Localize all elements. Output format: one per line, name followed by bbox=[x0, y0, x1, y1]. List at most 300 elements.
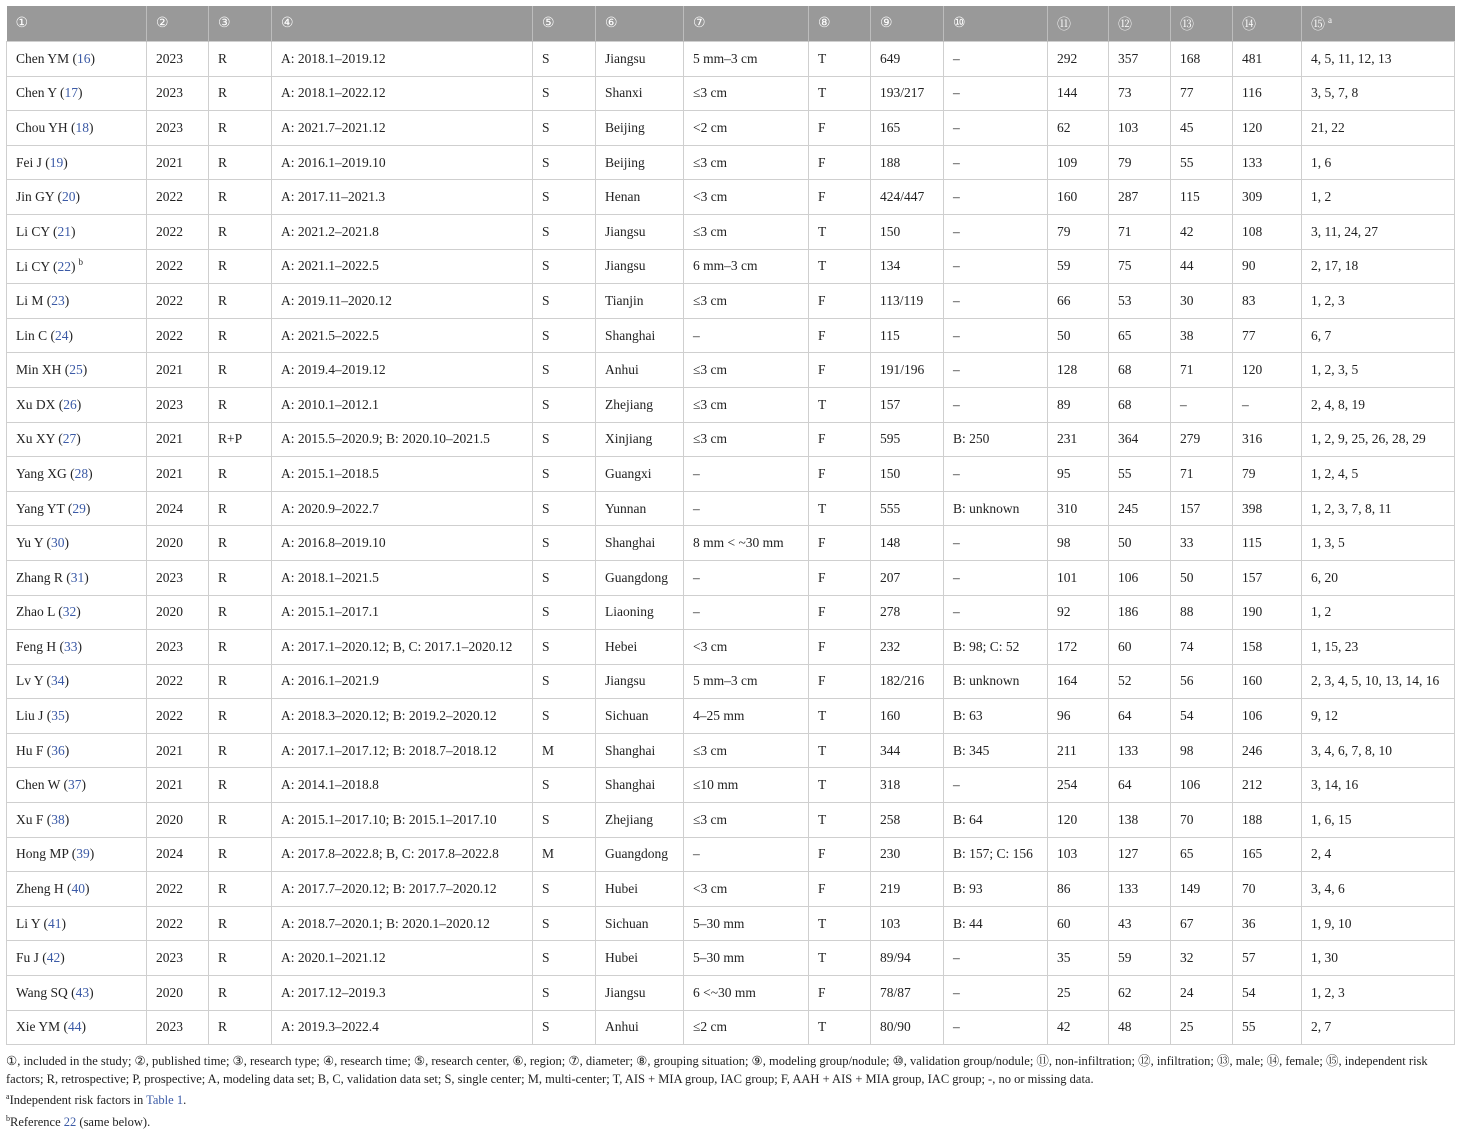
table-cell: ≤3 cm bbox=[684, 76, 809, 111]
table-cell: – bbox=[684, 457, 809, 492]
table-cell: 60 bbox=[1109, 630, 1171, 665]
table-cell: 1, 9, 10 bbox=[1302, 906, 1455, 941]
column-header-8 bbox=[809, 6, 871, 42]
table-cell: R bbox=[209, 803, 272, 838]
table-cell: 25 bbox=[1171, 1010, 1233, 1045]
table-row bbox=[7, 387, 1455, 422]
table-cell: 115 bbox=[1233, 526, 1302, 561]
table-cell: 2022 bbox=[147, 180, 209, 215]
table-cell: 2020 bbox=[147, 803, 209, 838]
table-cell: S bbox=[533, 906, 596, 941]
reference-link[interactable]: 17 bbox=[64, 85, 78, 101]
column-header-12 bbox=[1109, 6, 1171, 42]
reference-link[interactable]: 24 bbox=[55, 327, 69, 343]
table-cell: S bbox=[533, 145, 596, 180]
table-cell: F bbox=[809, 353, 871, 388]
table-cell: 595 bbox=[871, 422, 944, 457]
table-cell: S bbox=[533, 76, 596, 111]
reference-link[interactable]: 35 bbox=[51, 708, 65, 724]
table-body bbox=[7, 42, 1455, 1045]
table-cell: 193/217 bbox=[871, 76, 944, 111]
table-cell: 231 bbox=[1048, 422, 1109, 457]
table-cell: Hubei bbox=[596, 941, 684, 976]
table-cell: Hebei bbox=[596, 630, 684, 665]
table-cell: ≤3 cm bbox=[684, 145, 809, 180]
table-cell: – bbox=[944, 249, 1048, 284]
reference-link[interactable]: 31 bbox=[70, 569, 85, 585]
table-cell: 207 bbox=[871, 560, 944, 595]
table-cell: 1, 2 bbox=[1302, 595, 1455, 630]
table-cell: 164 bbox=[1048, 664, 1109, 699]
table-cell: 78/87 bbox=[871, 976, 944, 1011]
study-cell: Lin C (24) bbox=[7, 318, 147, 353]
table-cell: 2023 bbox=[147, 941, 209, 976]
table-row bbox=[7, 699, 1455, 734]
table-row bbox=[7, 42, 1455, 77]
table-cell: Xinjiang bbox=[596, 422, 684, 457]
table-cell: – bbox=[944, 595, 1048, 630]
study-name: Xu XY bbox=[16, 431, 55, 447]
table-cell: 1, 2, 3 bbox=[1302, 284, 1455, 319]
table-cell: 50 bbox=[1109, 526, 1171, 561]
table-cell: 344 bbox=[871, 733, 944, 768]
table-cell: S bbox=[533, 249, 596, 284]
table-cell: F bbox=[809, 180, 871, 215]
reference-link[interactable]: 37 bbox=[68, 777, 82, 793]
table-cell: 2021 bbox=[147, 457, 209, 492]
table-cell: 148 bbox=[871, 526, 944, 561]
table-cell: 77 bbox=[1171, 76, 1233, 111]
table-cell: 101 bbox=[1048, 560, 1109, 595]
reference-link[interactable]: 27 bbox=[62, 431, 77, 447]
table-cell: A: 2018.1–2022.12 bbox=[272, 76, 533, 111]
table-cell: 68 bbox=[1109, 353, 1171, 388]
table-cell: 310 bbox=[1048, 491, 1109, 526]
table-cell: ≤10 mm bbox=[684, 768, 809, 803]
table-cell: 2021 bbox=[147, 422, 209, 457]
table-cell: S bbox=[533, 180, 596, 215]
footnote-b-link[interactable]: 22 bbox=[63, 1114, 77, 1129]
table-cell: F bbox=[809, 422, 871, 457]
table-cell: 2022 bbox=[147, 214, 209, 249]
table-cell: Jiangsu bbox=[596, 976, 684, 1011]
study-cell: Yang XG (28) bbox=[7, 457, 147, 492]
table-cell: 2021 bbox=[147, 768, 209, 803]
table-cell: 2024 bbox=[147, 491, 209, 526]
study-name: Xu DX bbox=[16, 396, 56, 412]
table-cell: F bbox=[809, 837, 871, 872]
table-cell: R bbox=[209, 526, 272, 561]
table-cell: 160 bbox=[871, 699, 944, 734]
reference-link[interactable]: 19 bbox=[49, 154, 64, 170]
table-row bbox=[7, 630, 1455, 665]
table-cell: R bbox=[209, 560, 272, 595]
table-row bbox=[7, 906, 1455, 941]
table-cell: B: 93 bbox=[944, 872, 1048, 907]
table-cell: 5 mm–3 cm bbox=[684, 42, 809, 77]
reference-link[interactable]: 25 bbox=[69, 362, 83, 378]
table-cell: Yunnan bbox=[596, 491, 684, 526]
table-cell: 2022 bbox=[147, 699, 209, 734]
study-cell: Xie YM (44) bbox=[7, 1010, 147, 1045]
table-cell: ≤3 cm bbox=[684, 733, 809, 768]
table-cell: S bbox=[533, 941, 596, 976]
footnote-mark: b bbox=[78, 257, 83, 268]
study-name: Chen W bbox=[16, 777, 61, 793]
table-cell: 2023 bbox=[147, 630, 209, 665]
table-cell: 71 bbox=[1109, 214, 1171, 249]
table-cell: F bbox=[809, 457, 871, 492]
table-cell: R bbox=[209, 837, 272, 872]
table-cell: A: 2020.9–2022.7 bbox=[272, 491, 533, 526]
table-cell: S bbox=[533, 318, 596, 353]
table-cell: 127 bbox=[1109, 837, 1171, 872]
table-row bbox=[7, 733, 1455, 768]
table-row bbox=[7, 526, 1455, 561]
reference-link[interactable]: 34 bbox=[51, 673, 65, 689]
table-cell: 1, 2, 4, 5 bbox=[1302, 457, 1455, 492]
table-cell: 232 bbox=[871, 630, 944, 665]
footnote-a-link[interactable]: Table 1 bbox=[146, 1093, 184, 1108]
table-row bbox=[7, 145, 1455, 180]
reference-link[interactable]: 38 bbox=[51, 811, 65, 827]
table-cell: – bbox=[944, 768, 1048, 803]
table-cell: R bbox=[209, 768, 272, 803]
reference-link[interactable]: 32 bbox=[62, 604, 77, 620]
footnote-a-mark: a bbox=[6, 1092, 10, 1102]
table-cell: B: 157; C: 156 bbox=[944, 837, 1048, 872]
table-cell: ≤3 cm bbox=[684, 214, 809, 249]
table-cell: 149 bbox=[1171, 872, 1233, 907]
table-cell: 106 bbox=[1109, 560, 1171, 595]
table-cell: Shanxi bbox=[596, 76, 684, 111]
table-cell: 318 bbox=[871, 768, 944, 803]
table-cell: 38 bbox=[1171, 318, 1233, 353]
table-cell: R bbox=[209, 249, 272, 284]
table-cell: 258 bbox=[871, 803, 944, 838]
table-cell: Sichuan bbox=[596, 906, 684, 941]
reference-link[interactable]: 22 bbox=[57, 259, 71, 275]
table-cell: A: 2017.7–2020.12; B: 2017.7–2020.12 bbox=[272, 872, 533, 907]
table-cell: Jiangsu bbox=[596, 249, 684, 284]
table-cell: 68 bbox=[1109, 387, 1171, 422]
reference-link[interactable]: 28 bbox=[74, 465, 89, 481]
footnote-a bbox=[6, 1088, 1454, 1110]
table-cell: – bbox=[944, 180, 1048, 215]
table-cell: 1, 30 bbox=[1302, 941, 1455, 976]
table-cell: 55 bbox=[1233, 1010, 1302, 1045]
table-cell: Anhui bbox=[596, 353, 684, 388]
table-cell: T bbox=[809, 906, 871, 941]
reference-link[interactable]: 44 bbox=[68, 1019, 82, 1035]
table-cell: S bbox=[533, 768, 596, 803]
table-cell: Beijing bbox=[596, 145, 684, 180]
table-cell: 6 <~30 mm bbox=[684, 976, 809, 1011]
table-cell: 3, 4, 6, 7, 8, 10 bbox=[1302, 733, 1455, 768]
table-row bbox=[7, 941, 1455, 976]
table-cell: Tianjin bbox=[596, 284, 684, 319]
reference-link[interactable]: 41 bbox=[48, 915, 62, 931]
study-cell: Wang SQ (43) bbox=[7, 976, 147, 1011]
table-cell: 1, 15, 23 bbox=[1302, 630, 1455, 665]
table-cell: A: 2021.2–2021.8 bbox=[272, 214, 533, 249]
table-cell: Guangxi bbox=[596, 457, 684, 492]
table-cell: S bbox=[533, 872, 596, 907]
table-cell: 150 bbox=[871, 457, 944, 492]
reference-link[interactable]: 20 bbox=[62, 189, 76, 205]
study-name: Zheng H bbox=[16, 881, 64, 897]
legend-note: ①, included in the study; ②, published time; ③, research type; ④, research time; ⑤, research center, ⑥, region; ⑦, diameter; ⑧, grouping situation; ⑨, modeling group/nodule; ⑩, validation group/nodule; ⑪, non-infiltration; ⑫, infiltration; ⑬, male; ⑭, female; ⑮, independent risk factors; R, retrospective; P, prospective; A, modeling data set; B, C, validation data set; S, single center; M, multi-center; T, AIS + MIA group, IAC group; F, AAH + AIS + MIA group, IAC group; -, no or missing data. bbox=[6, 1054, 1428, 1086]
footnote-b bbox=[6, 1110, 1454, 1131]
reference-link[interactable]: 42 bbox=[46, 950, 61, 966]
table-cell: A: 2017.1–2020.12; B, C: 2017.1–2020.12 bbox=[272, 630, 533, 665]
table-cell: 2022 bbox=[147, 872, 209, 907]
table-cell: S bbox=[533, 976, 596, 1011]
reference-link[interactable]: 40 bbox=[71, 881, 85, 897]
table-cell: 45 bbox=[1171, 111, 1233, 146]
table-cell: B: 345 bbox=[944, 733, 1048, 768]
table-cell: Jiangsu bbox=[596, 42, 684, 77]
table-row bbox=[7, 318, 1455, 353]
table-row bbox=[7, 1010, 1455, 1045]
table-cell: 79 bbox=[1233, 457, 1302, 492]
table-cell: 77 bbox=[1233, 318, 1302, 353]
table-row bbox=[7, 803, 1455, 838]
table-cell: Liaoning bbox=[596, 595, 684, 630]
reference-link[interactable]: 36 bbox=[51, 742, 65, 758]
table-cell: 109 bbox=[1048, 145, 1109, 180]
table-cell: S bbox=[533, 387, 596, 422]
table-cell: 364 bbox=[1109, 422, 1171, 457]
table-cell: 1, 2 bbox=[1302, 180, 1455, 215]
table-cell: 80/90 bbox=[871, 1010, 944, 1045]
table-cell: 188 bbox=[871, 145, 944, 180]
table-cell: A: 2018.1–2019.12 bbox=[272, 42, 533, 77]
table-cell: 133 bbox=[1233, 145, 1302, 180]
table-cell: 2023 bbox=[147, 1010, 209, 1045]
table-cell: 1, 2, 9, 25, 26, 28, 29 bbox=[1302, 422, 1455, 457]
column-header-9 bbox=[871, 6, 944, 42]
table-cell: B: 64 bbox=[944, 803, 1048, 838]
table-cell: S bbox=[533, 803, 596, 838]
table-cell: F bbox=[809, 872, 871, 907]
reference-link[interactable]: 16 bbox=[77, 50, 91, 66]
table-cell: S bbox=[533, 699, 596, 734]
study-cell: Li Y (41) bbox=[7, 906, 147, 941]
table-cell: 246 bbox=[1233, 733, 1302, 768]
reference-link[interactable]: 26 bbox=[63, 396, 77, 412]
table-cell: T bbox=[809, 941, 871, 976]
reference-link[interactable]: 33 bbox=[64, 638, 78, 654]
table-cell: 5 mm–3 cm bbox=[684, 664, 809, 699]
table-cell: S bbox=[533, 560, 596, 595]
table-cell: 103 bbox=[871, 906, 944, 941]
table-cell: 6 mm–3 cm bbox=[684, 249, 809, 284]
table-cell: 70 bbox=[1171, 803, 1233, 838]
table-cell: 115 bbox=[1171, 180, 1233, 215]
table-cell: 292 bbox=[1048, 42, 1109, 77]
table-cell: 55 bbox=[1109, 457, 1171, 492]
table-cell: R bbox=[209, 180, 272, 215]
table-cell: A: 2018.1–2021.5 bbox=[272, 560, 533, 595]
table-cell: 2022 bbox=[147, 318, 209, 353]
table-cell: Zhejiang bbox=[596, 387, 684, 422]
table-cell: Zhejiang bbox=[596, 803, 684, 838]
table-cell: – bbox=[944, 457, 1048, 492]
table-row bbox=[7, 560, 1455, 595]
table-row bbox=[7, 76, 1455, 111]
column-header-label: ⑮ bbox=[1311, 17, 1325, 33]
reference-link[interactable]: 30 bbox=[51, 535, 65, 551]
table-cell: 65 bbox=[1109, 318, 1171, 353]
table-cell: 2024 bbox=[147, 837, 209, 872]
table-cell: S bbox=[533, 422, 596, 457]
table-cell: A: 2016.1–2021.9 bbox=[272, 664, 533, 699]
table-cell: F bbox=[809, 526, 871, 561]
reference-link[interactable]: 39 bbox=[76, 846, 90, 862]
table-cell: T bbox=[809, 491, 871, 526]
table-cell: R bbox=[209, 457, 272, 492]
study-name: Li CY bbox=[16, 259, 50, 275]
table-cell: A: 2014.1–2018.8 bbox=[272, 768, 533, 803]
study-cell: Chou YH (18) bbox=[7, 111, 147, 146]
column-header-7 bbox=[684, 6, 809, 42]
table-cell: F bbox=[809, 318, 871, 353]
study-cell: Li CY (21) bbox=[7, 214, 147, 249]
table-cell: 73 bbox=[1109, 76, 1171, 111]
table-cell: 5–30 mm bbox=[684, 906, 809, 941]
table-cell: 71 bbox=[1171, 457, 1233, 492]
table-cell: A: 2021.5–2022.5 bbox=[272, 318, 533, 353]
table-cell: ≤3 cm bbox=[684, 353, 809, 388]
table-cell: 2, 7 bbox=[1302, 1010, 1455, 1045]
table-cell: B: 63 bbox=[944, 699, 1048, 734]
table-cell: F bbox=[809, 284, 871, 319]
table-cell: A: 2017.11–2021.3 bbox=[272, 180, 533, 215]
table-cell: 1, 6, 15 bbox=[1302, 803, 1455, 838]
table-cell: 88 bbox=[1171, 595, 1233, 630]
table-cell: 89 bbox=[1048, 387, 1109, 422]
table-cell: 254 bbox=[1048, 768, 1109, 803]
table-cell: A: 2015.1–2018.5 bbox=[272, 457, 533, 492]
table-cell: F bbox=[809, 976, 871, 1011]
table-cell: R bbox=[209, 76, 272, 111]
table-cell: 108 bbox=[1233, 214, 1302, 249]
table-cell: 5–30 mm bbox=[684, 941, 809, 976]
table-cell: 96 bbox=[1048, 699, 1109, 734]
table-cell: Guangdong bbox=[596, 837, 684, 872]
table-cell: 309 bbox=[1233, 180, 1302, 215]
reference-link[interactable]: 23 bbox=[51, 292, 65, 308]
column-header-label: ⑤ bbox=[542, 16, 555, 31]
table-container bbox=[6, 6, 1454, 1131]
table-cell: 120 bbox=[1048, 803, 1109, 838]
table-cell: 316 bbox=[1233, 422, 1302, 457]
study-name: Lv Y bbox=[16, 673, 44, 689]
table-cell: A: 2021.1–2022.5 bbox=[272, 249, 533, 284]
table-cell: Henan bbox=[596, 180, 684, 215]
table-cell: A: 2018.7–2020.1; B: 2020.1–2020.12 bbox=[272, 906, 533, 941]
table-cell: B: 44 bbox=[944, 906, 1048, 941]
table-cell: 160 bbox=[1048, 180, 1109, 215]
table-cell: 21, 22 bbox=[1302, 111, 1455, 146]
table-cell: A: 2018.3–2020.12; B: 2019.2–2020.12 bbox=[272, 699, 533, 734]
table-cell: R bbox=[209, 387, 272, 422]
table-cell: 71 bbox=[1171, 353, 1233, 388]
table-cell: Jiangsu bbox=[596, 214, 684, 249]
table-cell: 120 bbox=[1233, 353, 1302, 388]
table-cell: 3, 11, 24, 27 bbox=[1302, 214, 1455, 249]
table-cell: – bbox=[944, 318, 1048, 353]
table-cell: 144 bbox=[1048, 76, 1109, 111]
table-row bbox=[7, 353, 1455, 388]
table-cell: R bbox=[209, 318, 272, 353]
table-cell: 150 bbox=[871, 214, 944, 249]
study-cell: Li CY (22) $^b$ bbox=[7, 249, 147, 284]
table-cell: ≤2 cm bbox=[684, 1010, 809, 1045]
table-cell: F bbox=[809, 560, 871, 595]
table-cell: – bbox=[684, 491, 809, 526]
table-cell: 2021 bbox=[147, 733, 209, 768]
column-header-label: ① bbox=[15, 16, 29, 31]
table-cell: – bbox=[944, 353, 1048, 388]
table-cell: T bbox=[809, 42, 871, 77]
table-cell: 160 bbox=[1233, 664, 1302, 699]
table-cell: A: 2021.7–2021.12 bbox=[272, 111, 533, 146]
table-cell: R bbox=[209, 42, 272, 77]
study-cell: Hong MP (39) bbox=[7, 837, 147, 872]
table-cell: 83 bbox=[1233, 284, 1302, 319]
reference-link[interactable]: 43 bbox=[75, 984, 90, 1000]
reference-link[interactable]: 18 bbox=[75, 119, 90, 135]
table-cell: 54 bbox=[1171, 699, 1233, 734]
reference-link[interactable]: 29 bbox=[72, 500, 86, 516]
column-header-13 bbox=[1171, 6, 1233, 42]
table-cell: – bbox=[944, 526, 1048, 561]
table-cell: S bbox=[533, 42, 596, 77]
column-header-15 bbox=[1302, 6, 1455, 42]
table-cell: 165 bbox=[871, 111, 944, 146]
table-cell: 70 bbox=[1233, 872, 1302, 907]
table-cell: 172 bbox=[1048, 630, 1109, 665]
table-cell: 103 bbox=[1048, 837, 1109, 872]
table-cell: – bbox=[944, 976, 1048, 1011]
table-cell: 36 bbox=[1233, 906, 1302, 941]
table-cell: 74 bbox=[1171, 630, 1233, 665]
column-header-label: ⑬ bbox=[1180, 17, 1194, 33]
table-cell: 2021 bbox=[147, 145, 209, 180]
table-cell: B: unknown bbox=[944, 491, 1048, 526]
table-cell: A: 2020.1–2021.12 bbox=[272, 941, 533, 976]
table-row bbox=[7, 214, 1455, 249]
table-cell: 106 bbox=[1171, 768, 1233, 803]
column-header-5 bbox=[533, 6, 596, 42]
table-cell: 62 bbox=[1048, 111, 1109, 146]
table-cell: <2 cm bbox=[684, 111, 809, 146]
footnote-a-text: Independent risk factors in bbox=[9, 1093, 147, 1108]
table-cell: 65 bbox=[1171, 837, 1233, 872]
reference-link[interactable]: 21 bbox=[57, 223, 71, 239]
table-cell: F bbox=[809, 664, 871, 699]
study-name: Li CY bbox=[16, 223, 50, 239]
table-cell: 2, 4 bbox=[1302, 837, 1455, 872]
table-cell: S bbox=[533, 491, 596, 526]
study-cell: Min XH (25) bbox=[7, 353, 147, 388]
table-cell: 158 bbox=[1233, 630, 1302, 665]
table-cell: Sichuan bbox=[596, 699, 684, 734]
table-row bbox=[7, 111, 1455, 146]
study-name: Jin GY bbox=[16, 189, 55, 205]
